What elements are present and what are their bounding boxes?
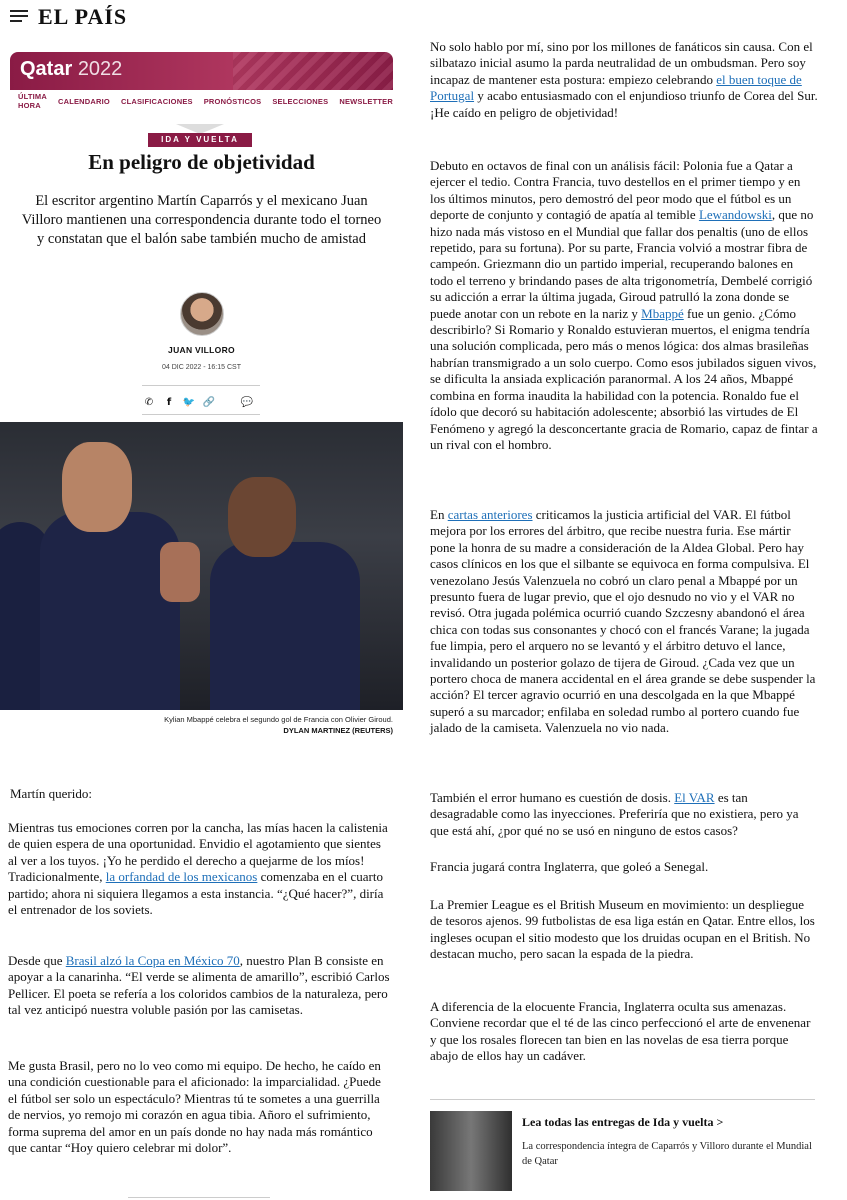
author-avatar[interactable] [180,292,224,336]
paragraph-text: Debuto en octavos de final con un análisis fácil: Polonia fue a Qatar a ejercer el tedio. Contra Francia, tuvo destellos en el primer tiempo y en los últimos minutos, pero demostró del peor modo que el fútbol es un deporte de conjunto y contagió de apatía al temible [430,158,801,223]
body-paragraph [8,1058,390,1156]
article-photo [0,422,403,710]
nav-newsletter[interactable]: NEWSLETTER [339,96,393,106]
body-paragraph [430,897,818,963]
kicker-block [148,124,252,148]
paragraph-text: , que no hizo nada más vistoso en el Mundial que fallar dos penaltis (uno de ellos repetido, para su fortuna). Por su parte, Francia volvió a mostrar fibra de campeón. Griezmann dio un partido imperial, recuperando balones en todo el terreno y brindando pases de alta trigonometría, Dembelé corrigió su adicción a errar la última jugada, Giroud patrulló la zona donde se puede anotar con un rebote en la nariz y [430,207,814,321]
inline-link[interactable]: Brasil alzó la Copa en México 70 [65,953,240,968]
player-head-mbappe [228,477,296,557]
qatar-banner[interactable] [10,52,393,90]
body-paragraph [430,859,818,875]
banner-logo [20,58,122,81]
nav-clasificaciones[interactable]: CLASIFICACIONES [120,96,193,106]
paragraph-text: y acabo entusiasmado con el enjundioso triunfo de Corea del Sur. ¡He caído en peligro de objetividad! [430,88,818,120]
inline-link[interactable]: El VAR [674,790,715,805]
link-icon[interactable]: 🔗 [202,397,216,408]
photo-caption: Kylian Mbappé celebra el segundo gol de Francia con Olivier Giroud. [164,715,393,724]
promo-link[interactable]: Lea todas las entregas de Ida y vuelta > [522,1115,724,1129]
paragraph-text: Me gusta Brasil, pero no lo veo como mi equipo. De hecho, he caído en una condición cuestionable para el aficionado: la imparcialidad. ¿Puede el fútbol ser solo un espectáculo? Mientras tú te sometes a una guerrilla de nervios, yo remojo mi corazón en agua tibia. Añoro el sufrimiento, forma suprema del amor en un país donde no hay nada más romántico que cantar “Hoy quiero celebrar mi dolor”. [8,1058,381,1156]
inline-link[interactable]: el buen toque de Portugal [430,71,802,104]
paragraph-text: , nuestro Plan B consiste en apoyar a la canarinha. “El verde se alimenta de amarillo”, escribió Carlos Pellicer. El poeta se refería a los coloridos cambios de la naturaleza, pero tal vez anticipó nuestra voluble pasión por las camisetas. [8,953,390,1018]
article-subtitle: El escritor argentino Martín Caparrós y el mexicano Juan Villoro mantienen una correspondencia durante todo el torneo y constatan que el balón sabe también mucho de amistad [21,193,382,247]
paragraph-text: fue un genio. ¿Cómo describirlo? Si Romario y Ronaldo estuvieran muertos, el enigma tendría una solución complicada, pero más o menos lógica: dos almas brasileñas habrían transmigrado a un solo cuerpo. Como esos jubilados siguen vivos, se dificulta la ansiada explicación paranormal. A los 24 años, Mbappé combina en forma inaudita la habilidad con la potencia. Ronaldo fue el ídolo que decoró su habitación adolescente; absorbió las virtudes de El Fenómeno y agregó la desconcertante gracia de Romario, capaz de fintar a un rival con el hombro. [430,305,818,452]
body-paragraph [430,507,818,737]
comment-icon[interactable]: 💬 [240,397,254,408]
kicker-label[interactable]: IDA Y VUELTA [148,133,252,147]
nav-calendario[interactable]: CALENDARIO [57,96,110,106]
share-bar [142,395,260,411]
paragraph-text: También el error humano es cuestión de dosis. [430,790,675,805]
paragraph-text: Francia jugará contra Inglaterra, que goleó a Senegal. [430,859,709,874]
banner-year: 2022 [77,58,123,80]
nav-ultima-hora[interactable]: ÚLTIMA HORA [18,92,47,110]
site-logo[interactable]: EL PAÍS [38,4,128,29]
banner-brand: Qatar [20,58,73,80]
paragraph-text: La Premier League es el British Museum en movimiento: un despliegue de tesoros ajenos. 99 futbolistas de esa liga están en Qatar. Entre ellos, los ingleses ocupan el sitio modesto que los druidas ocupan en el British. No destacan mucho, pero sacan la espada de la piedra. [430,897,815,962]
inline-link[interactable]: Mbappé [641,305,684,321]
body-paragraph [430,39,818,121]
promo-image[interactable] [430,1111,512,1191]
paragraph-text: Desde que [8,953,66,968]
menu-icon[interactable] [10,10,28,22]
player-figure-giroud [40,512,180,710]
paragraph-text: es tan desagradable como las inyecciones. Preferiría que no existiera, pero ya que está ahí, ¿por qué no se usó en ninguno de estos casos? [430,790,799,838]
body-paragraph [8,820,390,918]
paragraph-text: En [430,507,448,522]
paragraph-text: Mientras tus emociones corren por la cancha, las mías hacen la calistenia de quien espera de una oportunidad. Envidio el agotamiento que sientes al ver a los tuyos. ¡Yo he perdido el derecho a quejarme de los míos! Tradicionalmente, [8,820,388,885]
player-head-giroud [62,442,132,532]
photo-credit: DYLAN MARTINEZ (REUTERS) [283,726,393,735]
nav-pronosticos[interactable]: PRONÓSTICOS [203,96,262,106]
inline-link[interactable]: cartas anteriores [447,507,533,522]
paragraph-text: comenzaba en el cuarto partido; ahora ni siquiera llegamos a esta instancia. “¿Qué hacer?”, diría el entrenador de los soviets. [8,869,384,918]
player-figure-mbappe [210,542,360,710]
facebook-icon[interactable]: f [166,397,172,408]
paragraph-text: A diferencia de la elocuente Francia, Inglaterra oculta sus amenazas. Conviene recordar que el té de las cinco perfeccionó el arte de envenenar y que los rosales florecen tan bien en las novelas de esa tierra porque abajo de ellos hay un cadáver. [430,999,811,1064]
section-nav [10,90,393,112]
high-five-hands [160,542,200,602]
paragraph-text: No solo hablo por mí, sino por los millones de fanáticos sin causa. Con el silbatazo inicial asumo la parda neutralidad de un ombudsman. Pero soy incapaz de mantener esta postura: empiezo celebrando [430,39,813,87]
divider [430,1099,815,1100]
body-paragraph [430,790,818,839]
author-name[interactable]: JUAN VILLORO [168,345,235,355]
divider [142,414,260,415]
promo-description: La correspondencia íntegra de Caparrós y Villoro durante el Mundial de Qatar [522,1141,812,1167]
inline-link[interactable]: la orfandad de los mexicanos [105,869,258,885]
body-paragraph [8,953,390,1019]
divider [128,1197,270,1198]
whatsapp-icon[interactable]: ✆ [144,397,154,408]
inline-link[interactable]: Lewandowski [698,207,772,223]
divider [142,385,260,386]
greeting: Martín querido: [10,786,92,801]
body-paragraph [430,158,818,453]
article-title: En peligro de objetividad [88,150,315,174]
nav-selecciones[interactable]: SELECCIONES [272,96,329,106]
banner-pattern [233,52,393,90]
paragraph-text: criticamos la justicia artificial del VAR. El fútbol mejora por los errores del árbitro, que recibe nuestra furia. Ese mártir pone la honra de su madre a consideración de la Aldea Global. Pero hay casos clínicos en los que el silbante se equivoca en forma compulsiva. El venezolano Jesús Valenzuela no cobró un claro penal a Mbappé por un presunto fuera de lugar previo, que el ojo desnudo no vio y el VAR no revisó. Otra jugada polémica ocurrió cuando Szczesny abandonó el área chica con todas sus consonantes y chocó con el francés Varane; la jugada fue limpia, pero el arquero no se levantó y el árbitro detuvo el lance, invalidando un posterior golazo de tijera de Giroud. ¿Cada vez que un portero choca de manera accidental en el área grande se debe suspender la acción? El tercer agravio ocurrió en una descolgada en la que Mbappé superó a su marcador; enfilaba en soledad rumbo al portero cuando fue jalado de la camiseta. Valenzuela no vio nada. [430,507,816,736]
publish-date: 04 DIC 2022 - 16:15 CST [162,364,241,371]
body-paragraph [430,999,818,1065]
twitter-icon[interactable]: 🐦 [182,397,196,408]
